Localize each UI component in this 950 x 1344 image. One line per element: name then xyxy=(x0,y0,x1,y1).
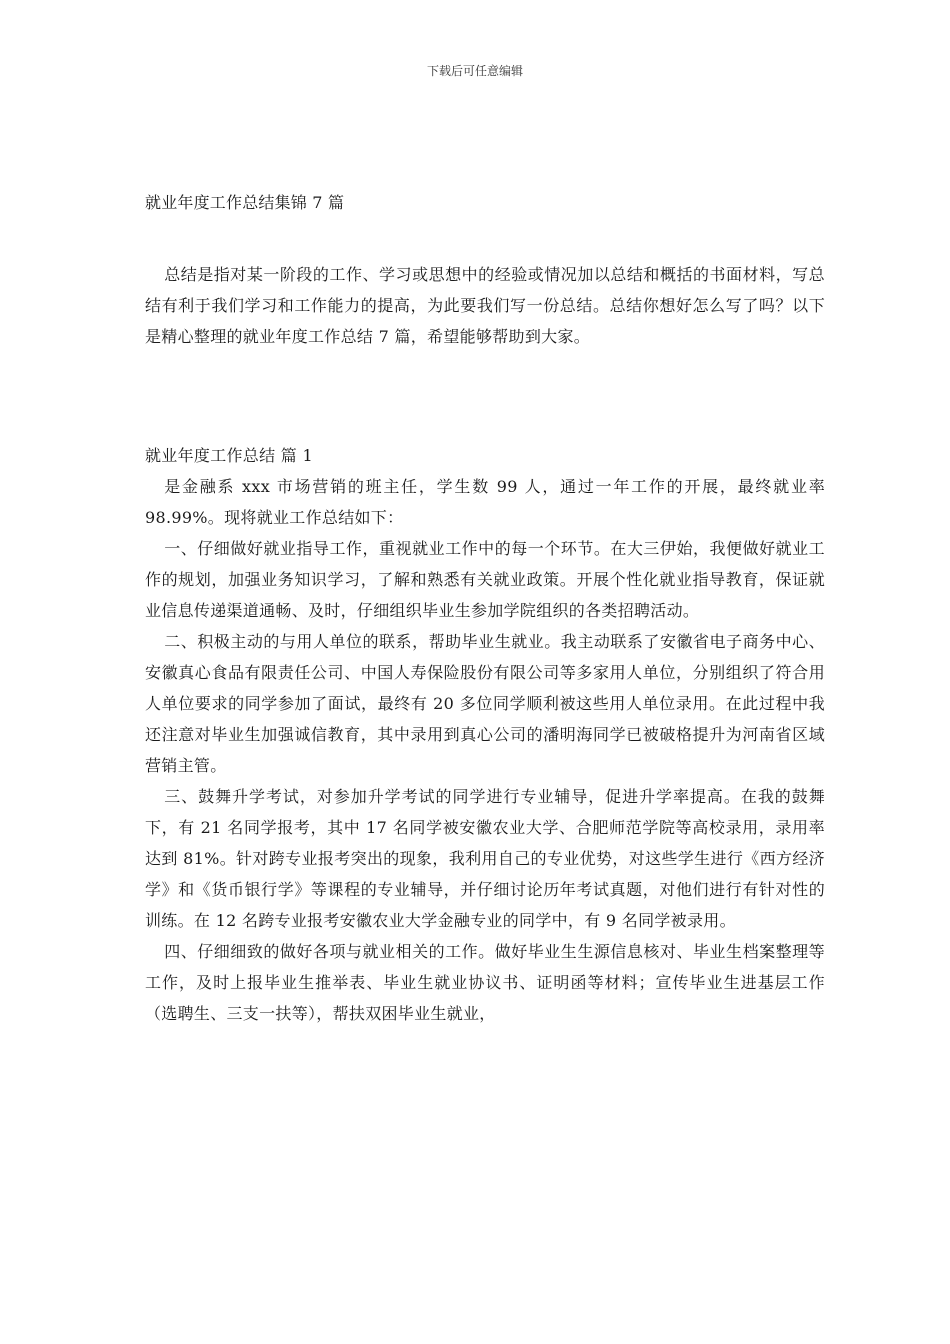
section-1-paragraph: 是金融系 xxx 市场营销的班主任，学生数 99 人，通过一年工作的开展，最终就业率 98.99%。现将就业工作总结如下： xyxy=(145,477,825,527)
section-1-heading: 就业年度工作总结 篇 1 xyxy=(145,446,313,465)
section-1-paragraph: 三、鼓舞升学考试，对参加升学考试的同学进行专业辅导，促进升学率提高。在我的鼓舞下，有 21 名同学报考，其中 17 名同学被安徽农业大学、合肥师范学院等高校录用，录用率达到 81%。针对跨专业报考突出的现象，我利用自己的专业优势，对这些学生进行《西方经济学》和《货币银行学》等课程的专业辅导，并仔细讨论历年考试真题，对他们进行有针对性的训练。在 12 名跨专业报考安徽农业大学金融专业的同学中，有 9 名同学被录用。 xyxy=(145,787,825,930)
section-1-paragraph: 一、仔细做好就业指导工作，重视就业工作中的每一个环节。在大三伊始，我便做好就业工作的规划，加强业务知识学习，了解和熟悉有关就业政策。开展个性化就业指导教育，保证就业信息传递渠道通畅、及时，仔细组织毕业生参加学院组织的各类招聘活动。 xyxy=(145,539,825,620)
header-note: 下载后可任意编辑 xyxy=(426,64,523,78)
intro-block xyxy=(145,259,825,352)
section-1 xyxy=(145,440,825,1029)
document-title: 就业年度工作总结集锦 7 篇 xyxy=(145,193,345,212)
section-1-paragraph: 二、积极主动的与用人单位的联系，帮助毕业生就业。我主动联系了安徽省电子商务中心、安徽真心食品有限责任公司、中国人寿保险股份有限公司等多家用人单位，分别组织了符合用人单位要求的同学参加了面试，最终有 20 多位同学顺利被这些用人单位录用。在此过程中我还注意对毕业生加强诚信教育，其中录用到真心公司的潘明海同学已被破格提升为河南省区域营销主管。 xyxy=(145,632,825,775)
section-1-paragraph: 四、仔细细致的做好各项与就业相关的工作。做好毕业生生源信息核对、毕业生档案整理等工作，及时上报毕业生推举表、毕业生就业协议书、证明函等材料；宣传毕业生进基层工作（选聘生、三支一扶等），帮扶双困毕业生就业， xyxy=(145,942,825,1023)
intro-paragraph: 总结是指对某一阶段的工作、学习或思想中的经验或情况加以总结和概括的书面材料，写总结有利于我们学习和工作能力的提高，为此要我们写一份总结。总结你想好怎么写了吗？以下是精心整理的就业年度工作总结 7 篇，希望能够帮助到大家。 xyxy=(145,265,825,346)
